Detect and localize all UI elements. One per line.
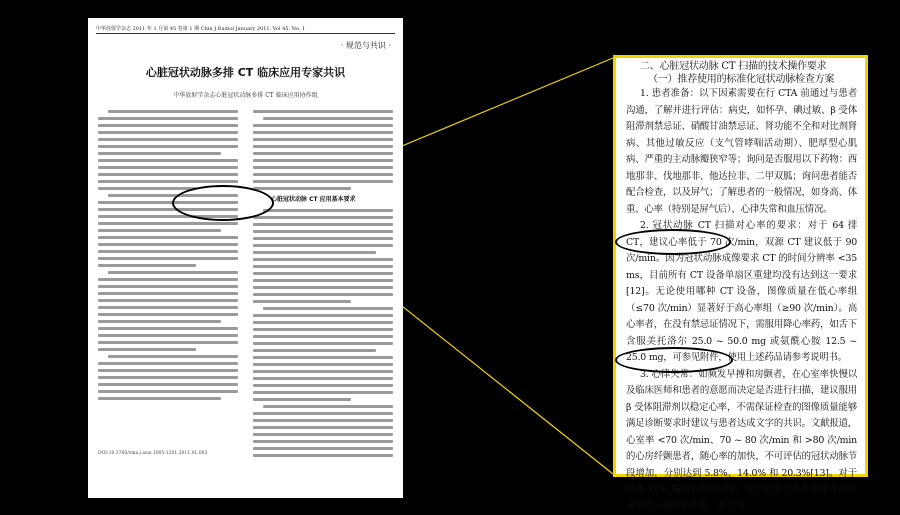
callout-ellipse-1 xyxy=(615,229,731,255)
footnote: DOI:10.3760/cma.j.issn.1005-1201.2011.01.003 xyxy=(98,450,238,457)
excerpt-para-2: 2. 冠状动脉 CT 扫描对心率的要求：对于 64 排 CT，建议心率低于 70 次/min，双源 CT 建议低于 90 次/min。因为冠状动脉成像要求 CT 的时间分辨率 <35 ms，目前所有 CT 设备单扇区重建均没有达到这一要求[12]。无论使用哪种 CT 设备，图像质量在低心率组（≤70 次/min）显著好于高心率组（≥90 次/min）。高心率者，在没有禁忌证情况下，需服用降心率药，如舌下含服美托洛尔 25.0 ~ 50.0 mg 或氨酰心胺 12.5 ~ 25.0 mg，可参见附件，使用上述药品请参考说明书。 xyxy=(626,218,857,367)
highlight-ellipse xyxy=(172,185,274,221)
paper-title: 心脏冠状动脉多排 CT 临床应用专家共识 xyxy=(88,64,403,80)
page-header: 中华放射学杂志 2011 年 1 月第 45 卷第 1 期 Chin J Radiol January 2011, Vol 45, No. 1 xyxy=(96,26,395,34)
journal-page xyxy=(88,18,403,498)
right-column-text xyxy=(253,110,393,461)
excerpt-para-3: 3. 心律失常：如频发早搏和房颤者，在心室率快慢以及临床医师和患者的意愿而决定是否进行扫描，建议服用 β 受体阻滞剂以稳定心率，不需保证检查的图像质量能够满足诊断要求时建议与患者达成文字的共识。文献报道，心室率 <70 次/min、70 ~ 80 次/min 和 >80 次/min 的心房纤颤患者，随心率的加快，不可评估的冠状动脉节段增加，分别达到 5.8%、14.0% 和 20.3%[13]。对于具备 ECG 编辑软件的 CT，也只能部分改善由单发房性或室性早搏等的伪影，难以改 xyxy=(626,367,857,515)
left-column-text xyxy=(98,110,238,404)
section-label: · 规范与共识 · xyxy=(341,40,391,51)
callout-ellipse-2 xyxy=(615,347,733,373)
excerpt-subheading: （一）推荐使用的标准化冠状动脉检查方案 xyxy=(634,73,857,86)
highlighted-subheading: 心脏冠状动脉 CT 应用基本要求 xyxy=(271,194,393,203)
excerpt-para-1: 1. 患者准备：以下因素需要在行 CTA 前通过与患者沟通，了解并进行评估：病史，如怀孕、碘过敏、β 受体阻滞剂禁忌证、硝酸甘油禁忌证、肾功能不全和对比剂肾病、其他过敏反应（支气管哮喘活动期）、肥厚型心肌病、严重的主动脉瓣狭窄等；询问是否服用以下药物：西地那非、伐地那非、他达拉非、二甲双胍；询问患者能否配合检查，以及屏气；了解患者的一般情况，如身高、体重、心率（特别是屏气后）、心律失常和血压情况。 xyxy=(626,86,857,218)
excerpt-heading: 二、心脏冠状动脉 CT 扫描的技术操作要求 xyxy=(626,60,857,73)
zoomed-excerpt xyxy=(613,55,868,477)
authors-line: 中华放射学杂志心脏冠状动脉多排 CT 临床应用协作组 xyxy=(88,90,403,99)
